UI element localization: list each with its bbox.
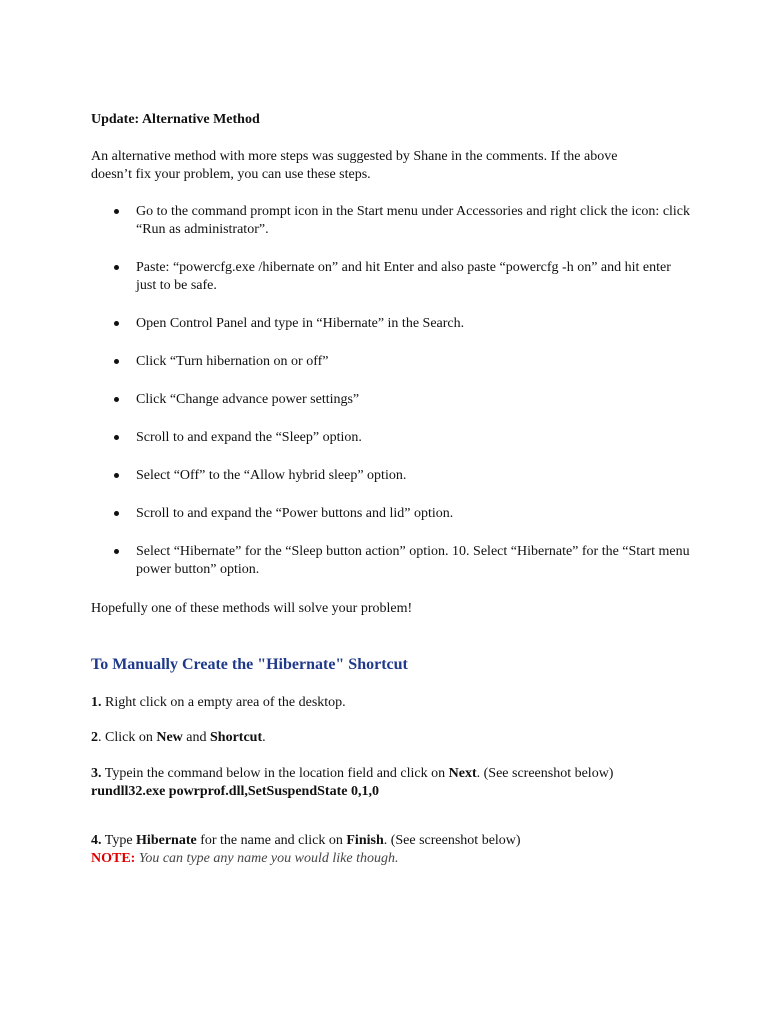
- step-1: [91, 694, 346, 712]
- list-item: [112, 203, 692, 239]
- step-number: 2: [91, 730, 98, 745]
- list-item: [112, 505, 692, 523]
- note-text: You can type any name you would like though.: [135, 851, 399, 866]
- command-text: rundll32.exe powrprof.dll,SetSuspendState 0,1,0: [91, 784, 379, 799]
- list-item-text: Click “Turn hibernation on or off”: [136, 354, 329, 369]
- next-keyword: Next: [448, 766, 477, 781]
- step-text: . (See screenshot below): [476, 766, 614, 781]
- bullet-icon: [114, 209, 119, 214]
- intro-line-1: An alternative method with more steps was suggested by Shane in the comments. If the above: [91, 149, 618, 164]
- note-line: [91, 850, 671, 868]
- bullet-icon: [114, 435, 119, 440]
- list-item: [112, 315, 692, 333]
- update-heading: Update: Alternative Method: [91, 112, 260, 127]
- section-title: To Manually Create the "Hibernate" Shortcut: [91, 656, 408, 673]
- note-label: NOTE:: [91, 851, 136, 866]
- step-text: for the name and click on: [196, 833, 347, 848]
- intro-line-2: doesn’t fix your problem, you can use these steps.: [91, 167, 371, 182]
- step-text: Typein the command below in the location field and click on: [101, 766, 449, 781]
- bullet-icon: [114, 473, 119, 478]
- step-number: 1.: [91, 695, 102, 710]
- bullet-icon: [114, 397, 119, 402]
- step-text: Right click on a empty area of the desktop.: [101, 695, 346, 710]
- list-item: [112, 259, 692, 295]
- list-item-text: Scroll to and expand the “Sleep” option.: [136, 430, 362, 445]
- list-item-text: Open Control Panel and type in “Hibernate” in the Search.: [136, 316, 465, 331]
- list-item: [112, 543, 692, 579]
- step-2: [91, 729, 266, 747]
- step-text: . Click on: [98, 730, 157, 745]
- hibernate-keyword: Hibernate: [136, 833, 197, 848]
- bullet-icon: [114, 511, 119, 516]
- list-item-text: Select “Hibernate” for the “Sleep button action” option. 10. Select “Hibernate” for the “Start menu power button” option.: [136, 544, 690, 577]
- bullet-icon: [114, 359, 119, 364]
- bullet-icon: [114, 549, 119, 554]
- step-4: [91, 832, 671, 868]
- list-item-text: Scroll to and expand the “Power buttons and lid” option.: [136, 506, 454, 521]
- bullet-icon: [114, 321, 119, 326]
- list-item: [112, 429, 692, 447]
- shortcut-keyword: Shortcut: [210, 730, 263, 745]
- step-4-line: [91, 832, 671, 850]
- list-item: [112, 467, 692, 485]
- list-item: [112, 353, 692, 371]
- step-text: Type: [101, 833, 137, 848]
- step-text: and: [182, 730, 210, 745]
- list-item-text: Click “Change advance power settings”: [136, 392, 360, 407]
- step-text: .: [262, 730, 266, 745]
- step-number: 4.: [91, 833, 102, 848]
- list-item-text: Go to the command prompt icon in the Start menu under Accessories and right click the icon: click “Run as administrator”.: [136, 204, 691, 237]
- list-item: [112, 391, 692, 409]
- intro-paragraph: [91, 148, 671, 184]
- step-3: [91, 765, 671, 801]
- step-number: 3.: [91, 766, 102, 781]
- steps-bullet-list: [112, 203, 692, 599]
- closing-paragraph: Hopefully one of these methods will solve your problem!: [91, 601, 413, 616]
- step-3-line: [91, 765, 671, 783]
- bullet-icon: [114, 265, 119, 270]
- step-text: . (See screenshot below): [383, 833, 521, 848]
- finish-keyword: Finish: [346, 833, 384, 848]
- list-item-text: Paste: “powercfg.exe /hibernate on” and hit Enter and also paste “powercfg -h on” and hit enter just to be safe.: [136, 260, 671, 293]
- list-item-text: Select “Off” to the “Allow hybrid sleep” option.: [136, 468, 407, 483]
- new-keyword: New: [156, 730, 183, 745]
